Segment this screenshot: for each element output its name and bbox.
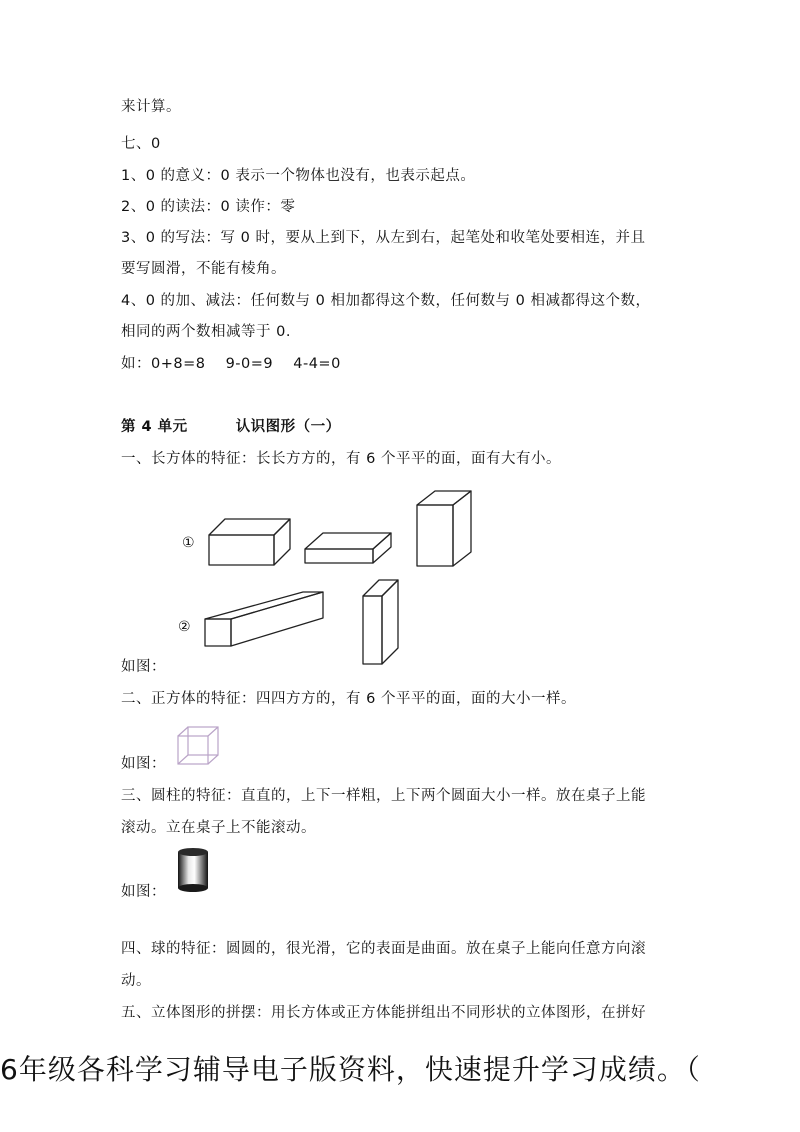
example-line: 如：0+8=8 9-0=9 4-4=0 [121, 356, 341, 372]
cube-figure [174, 724, 224, 768]
unit-heading [121, 417, 341, 437]
arrangement-feature: 五、立体图形的拼摆：用长方体或正方体能拼组出不同形状的立体图形，在拼好 [121, 1005, 646, 1021]
text-line: 2、0 的读法：0 读作：零 [121, 199, 296, 215]
figure-marker-2: ② [178, 619, 191, 635]
text-line: 要写圆滑，不能有棱角。 [121, 261, 286, 277]
sphere-feature-line2: 动。 [121, 973, 151, 989]
tall-cuboid-shape [417, 491, 471, 566]
text-line: 4、0 的加、减法：任何数与 0 相加都得这个数，任何数与 0 相减都得这个数， [121, 293, 651, 309]
unit-title: 认识图形（一） [235, 419, 341, 435]
figure-label: 如图： [121, 884, 166, 900]
sphere-feature-line1: 四、球的特征：圆圆的，很光滑，它的表面是曲面。放在桌子上能向任意方向滚 [121, 941, 646, 957]
figure-label: 如图： [121, 659, 166, 675]
text-line: 来计算。 [121, 99, 181, 115]
long-cuboid-shape [205, 592, 323, 646]
flat-cuboid-shape [305, 533, 391, 563]
cylinder-feature-line1: 三、圆柱的特征：直直的，上下一样粗，上下两个圆面大小一样。放在桌子上能 [121, 788, 646, 804]
figure-label: 如图： [121, 756, 166, 772]
figure-marker-1: ① [182, 535, 195, 551]
text-line: 1、0 的意义：0 表示一个物体也没有，也表示起点。 [121, 168, 476, 184]
text-line: 相同的两个数相减等于 0. [121, 324, 291, 340]
cylinder-figure [174, 846, 214, 894]
cylinder-feature-line2: 滚动。立在桌子上不能滚动。 [121, 820, 316, 836]
section-heading-zero: 七、0 [121, 136, 161, 152]
standing-cuboid-shape [363, 580, 398, 664]
cube-feature: 二、正方体的特征：四四方方的，有 6 个平平的面，面的大小一样。 [121, 691, 576, 707]
unit-number: 第 4 单元 [121, 419, 188, 435]
cuboid-feature: 一、长方体的特征：长长方方的，有 6 个平平的面，面有大有小。 [121, 451, 561, 467]
footer-banner: 6年级各科学习辅导电子版资料，快速提升学习成绩。（ [0, 1053, 701, 1086]
text-line: 3、0 的写法：写 0 时，要从上到下，从左到右，起笔处和收笔处要相连，并且 [121, 230, 646, 246]
cuboid-figures [195, 488, 495, 673]
cuboid-shape [209, 519, 290, 565]
